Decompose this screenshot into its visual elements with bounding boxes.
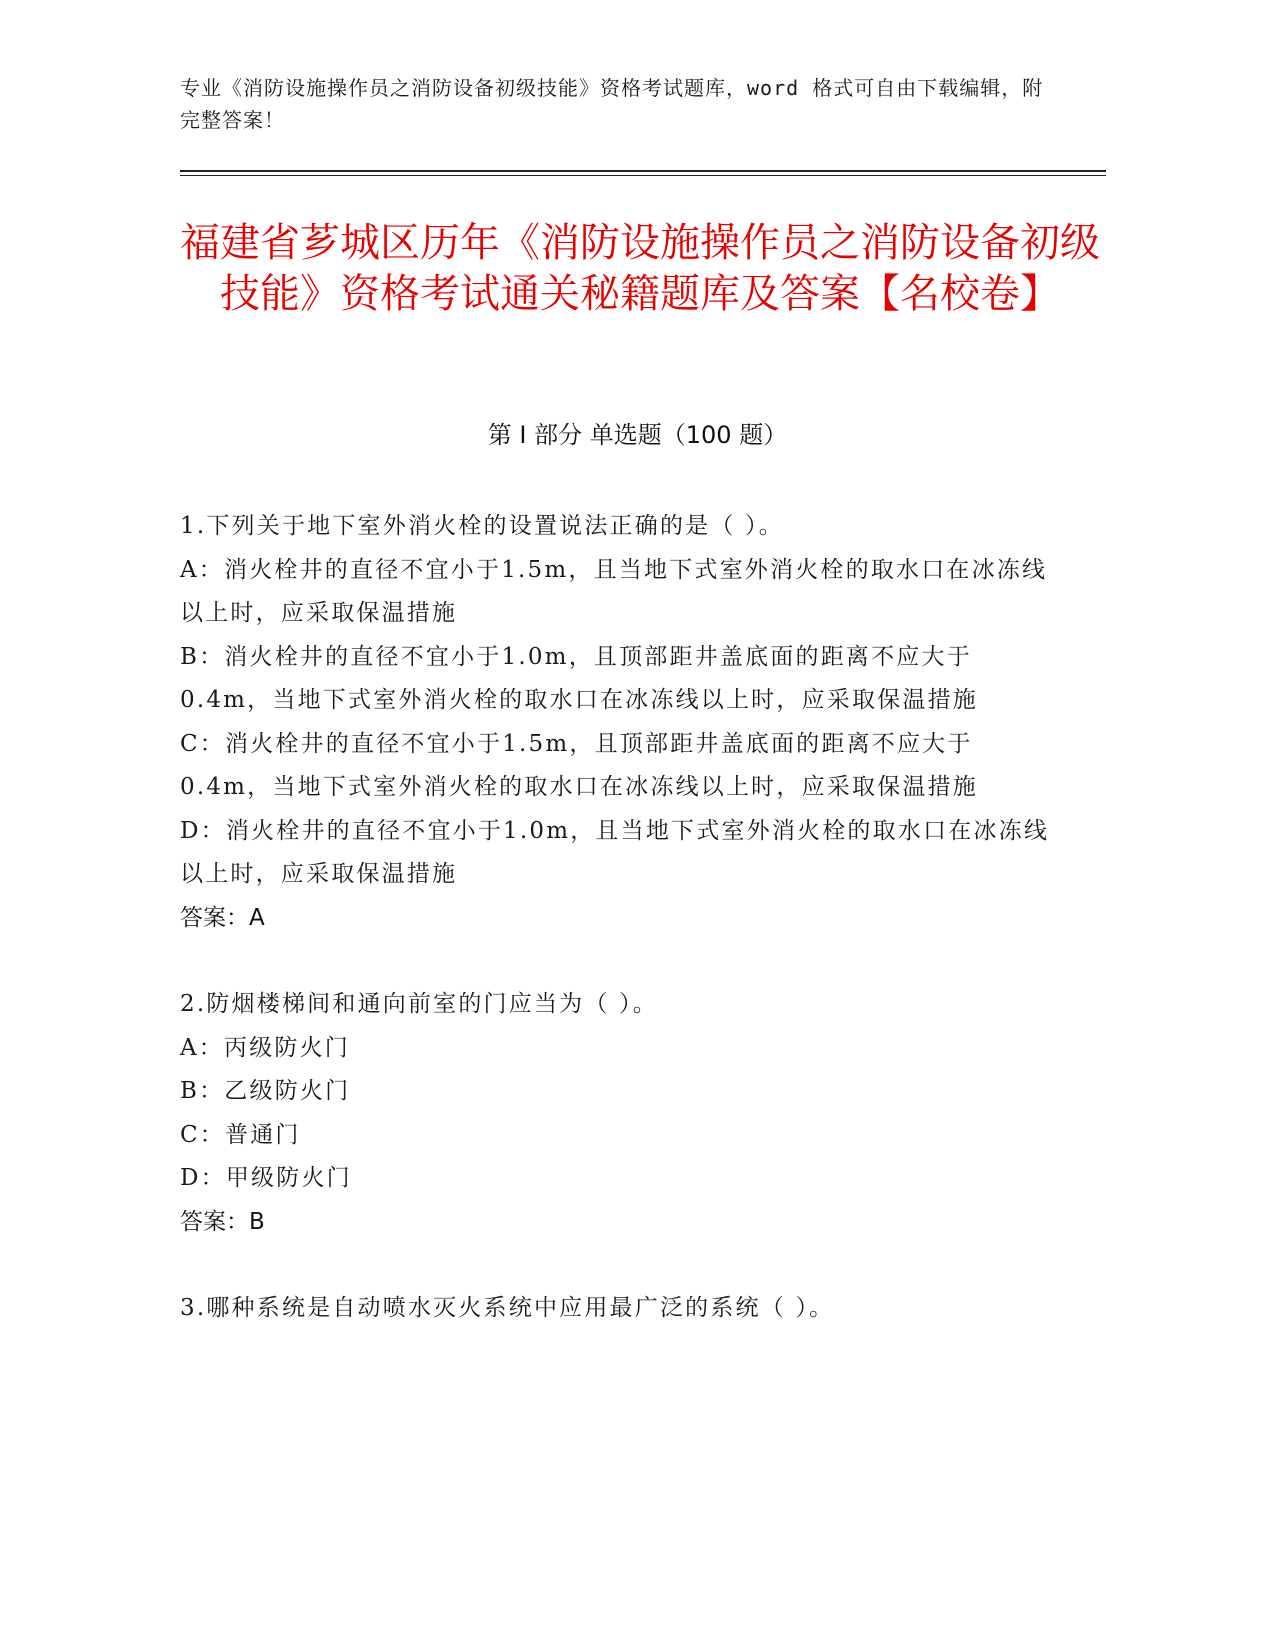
question-stem: 3.哪种系统是自动喷水灭火系统中应用最广泛的系统（ ）。 bbox=[180, 1295, 835, 1321]
header-rule-thick bbox=[180, 170, 1106, 172]
option-a: A：丙级防火门 bbox=[180, 1034, 351, 1061]
question-spacer bbox=[180, 1244, 1050, 1287]
document-title: 福建省芗城区历年《消防设施操作员之消防设备初级技能》资格考试通关秘籍题库及答案【名校卷】 bbox=[180, 220, 1100, 317]
option-c: C：普通门 bbox=[180, 1121, 301, 1148]
question-stem: 2.防烟楼梯间和通向前室的门应当为（ ）。 bbox=[180, 991, 658, 1017]
option-a: A：消火栓井的直径不宜小于1.5m，且当地下式室外消火栓的取水口在冰冻线以上时，应采取保温措施 bbox=[180, 556, 1048, 626]
header-note: 专业《消防设施操作员之消防设备初级技能》资格考试题库，word 格式可自由下载编辑，附完整答案！ bbox=[180, 76, 1044, 132]
header-rule-thin bbox=[180, 175, 1106, 176]
question-spacer bbox=[180, 940, 1050, 983]
option-d: D：甲级防火门 bbox=[180, 1165, 352, 1191]
question-2 bbox=[180, 983, 1050, 1244]
option-b: B：消火栓井的直径不宜小于1.0m，且顶部距井盖底面的距离不应大于0.4m，当地下式室外消火栓的取水口在冰冻线以上时，应采取保温措施 bbox=[180, 643, 978, 713]
question-list bbox=[180, 505, 1050, 1331]
question-3 bbox=[180, 1287, 1050, 1331]
option-d: D：消火栓井的直径不宜小于1.0m，且当地下式室外消火栓的取水口在冰冻线以上时，应采取保温措施 bbox=[180, 817, 1050, 887]
option-b: B：乙级防火门 bbox=[180, 1078, 351, 1104]
answer: 答案：A bbox=[180, 904, 265, 931]
section-title: 第 I 部分 单选题（100 题） bbox=[487, 421, 788, 449]
answer: 答案：B bbox=[180, 1208, 265, 1235]
option-c: C：消火栓井的直径不宜小于1.5m，且顶部距井盖底面的距离不应大于0.4m，当地下式室外消火栓的取水口在冰冻线以上时，应采取保温措施 bbox=[180, 730, 978, 800]
question-stem: 1.下列关于地下室外消火栓的设置说法正确的是（ ）。 bbox=[180, 513, 784, 539]
question-1 bbox=[180, 505, 1050, 940]
